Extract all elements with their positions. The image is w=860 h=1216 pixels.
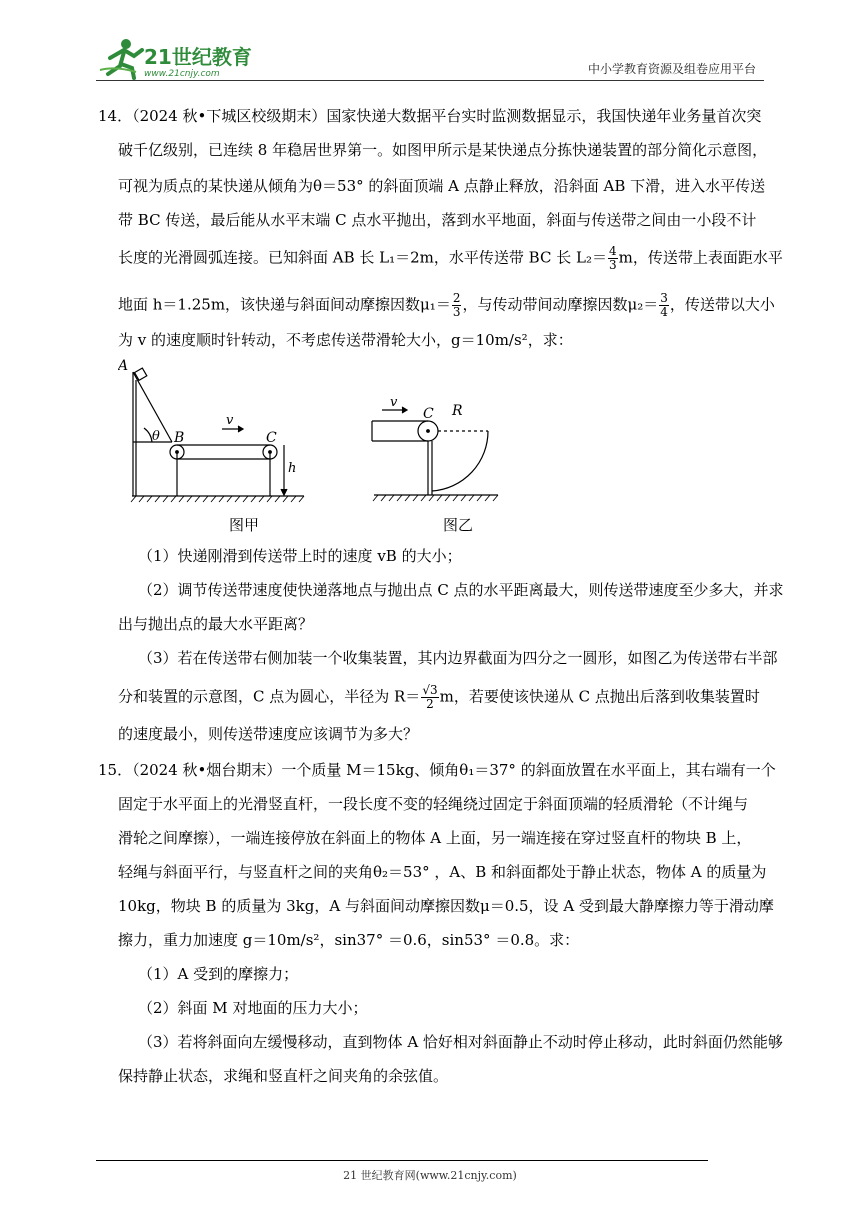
q15-sub-3b: 保持静止状态，求绳和竖直杆之间夹角的余弦值。 [118, 1067, 449, 1085]
q14-text-6b: ，与传动带间动摩擦因数μ₂＝ [462, 295, 659, 314]
q14-line-2: 破千亿级别，已连续 8 年稳居世界第一。如图甲所示是某快递点分拣快递装置的部分简化示意图， [118, 141, 768, 159]
q14-line-6 [118, 291, 775, 319]
figure-yi-diagram [368, 393, 504, 511]
q14-line-3: 可视为质点的某快递从倾角为θ＝53° 的斜面顶端 A 点静止释放，沿斜面 AB 下滑，进入水平传送 [118, 177, 766, 195]
q15-number: 15． [98, 761, 133, 779]
q14-sub-1: （1）快递刚滑到传送带上时的速度 vB 的大小； [138, 547, 462, 565]
q14-line-7: 为 v 的速度顺时针转动，不考虑传送带滑轮大小，g＝10m/s²，求： [118, 331, 573, 349]
fraction-l2: $\frac{4}{3}$ [608, 244, 617, 272]
header-slogan: 中小学教育资源及组卷应用平台 [587, 62, 756, 76]
q14-source: （2024 秋•下城区校级期末） [132, 107, 327, 125]
q14-line-1 [98, 106, 762, 126]
q14-text-6a: 地面 h＝1.25m，该快递与斜面间动摩擦因数μ₁＝ [118, 295, 451, 314]
q15-line-5: 10kg，物块 B 的质量为 3kg，A 与斜面间动摩擦因数μ＝0.5，设 A 受到最大静摩擦力等于滑动摩 [118, 897, 774, 915]
q14-line-4: 带 BC 传送，最后能从水平末端 C 点水平抛出，落到水平地面，斜面与传送带之间由一小段不计 [118, 211, 757, 229]
site-logo [96, 36, 256, 82]
label-B: B [174, 430, 185, 446]
footer-text: 21 世纪教育网(www.21cnjy.com) [343, 1169, 517, 1182]
q14-text-5a: 长度的光滑圆弧连接。已知斜面 AB 长 L₁＝2m，水平传送带 BC 长 L₂＝ [118, 248, 607, 267]
q15-line-1 [98, 760, 776, 780]
footer-divider [96, 1160, 708, 1161]
q15-sub-2: （2）斜面 M 对地面的压力大小； [138, 999, 368, 1017]
figure-jia-caption: 图甲 [229, 516, 260, 534]
q15-line-4: 轻绳与斜面平行，与竖直杆之间的夹角θ₂＝53° ，A、B 和斜面都处于静止状态，物体 A 的质量为 [118, 863, 767, 881]
q15-source: （2024 秋•烟台期末） [132, 761, 282, 779]
q15-line-3: 滑轮之间摩擦），一端连接停放在斜面上的物体 A 上面，另一端连接在穿过竖直杆的物块 B 上， [118, 829, 752, 847]
label-C: C [266, 430, 277, 446]
label-R: R [452, 403, 463, 419]
logo-runner-icon [96, 36, 256, 82]
q14-line-5 [118, 244, 783, 272]
q14-sub-3b [118, 684, 770, 711]
q15-line-6: 擦力，重力加速度 g＝10m/s²，sin37° ＝0.6，sin53° ＝0.8。求： [118, 931, 580, 949]
label-v-2: v [390, 395, 398, 410]
q14-sub-3b-text: 分和装置的示意图，C 点为圆心，半径为 R＝ [118, 687, 421, 706]
q15-line-2: 固定于水平面上的光滑竖直杆，一段长度不变的轻绳绕过固定于斜面顶端的轻质滑轮（不计绳与 [118, 795, 749, 813]
fraction-mu1: $\frac{2}{3}$ [452, 291, 461, 319]
label-theta: θ [152, 429, 160, 444]
label-h: h [288, 461, 297, 476]
q15-sub-3a: （3）若将斜面向左缓慢移动，直到物体 A 恰好相对斜面静止不动时停止移动，此时斜面仍然能够 [138, 1033, 783, 1051]
q14-sub-3a: （3）若在传送带右侧加装一个收集装置，其内边界截面为四分之一圆形，如图乙为传送带右半部 [138, 649, 778, 667]
logo-url: www.21cnjy.com [144, 69, 220, 79]
label-A: A [118, 358, 129, 374]
q14-sub-2b: 出与抛出点的最大水平距离？ [118, 615, 314, 633]
q15-text-1: 一个质量 M＝15kg、倾角θ₁＝37° 的斜面放置在水平面上，其右端有一个 [281, 761, 776, 779]
q14-sub-3c: 的速度最小，则传送带速度应该调节为多大？ [118, 725, 419, 743]
label-C-2: C [423, 406, 434, 422]
figure-jia-diagram [118, 356, 314, 508]
label-v: v [226, 413, 234, 428]
figure-yi-caption: 图乙 [443, 516, 474, 534]
fraction-radius: $\frac{√3}{2}$ [422, 683, 438, 711]
q14-sub-2a: （2）调节传送带速度使快递落地点与抛出点 C 点的水平距离最大，则传送带速度至少多大，并求 [138, 581, 784, 599]
q14-sub-3b-rest: m，若要使该快递从 C 点抛出后落到收集装置时 [439, 687, 760, 706]
q14-text-5b: m，传送带上表面距水平 [618, 248, 783, 267]
logo-text: 21世纪教育 [144, 45, 252, 69]
header-divider [96, 80, 764, 81]
fraction-mu2: $\frac{3}{4}$ [660, 291, 668, 319]
q15-sub-1: （1）A 受到的摩擦力； [138, 965, 299, 983]
q14-text-6c: ，传送带以大小 [669, 295, 775, 314]
q14-text-1: 国家快递大数据平台实时监测数据显示，我国快递年业务量首次突 [326, 107, 762, 125]
q14-number: 14． [98, 107, 133, 125]
